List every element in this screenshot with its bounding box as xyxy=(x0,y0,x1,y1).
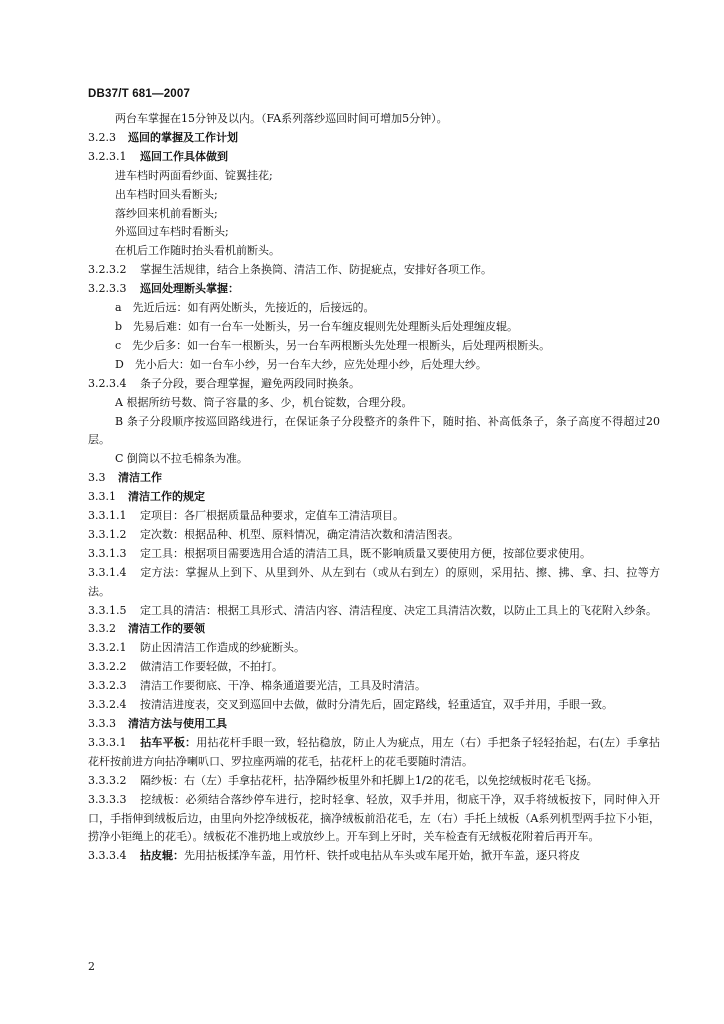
clause-lead: 拈车平板： xyxy=(140,735,197,749)
section-number: 3.2.3.3 xyxy=(88,282,127,296)
clause-text: 先用拈板揉净车盖，用竹杆、铁扦或电拈从车头或车尾开始，掀开车盖，逐只将皮 xyxy=(184,849,580,863)
clause-number: 3.2.3.2 xyxy=(88,263,127,277)
section-heading xyxy=(88,715,660,734)
clause-number: 3.3.2.4 xyxy=(88,698,127,712)
clause-number: 3.2.3.4 xyxy=(88,376,127,390)
clause xyxy=(88,545,660,564)
clause xyxy=(88,772,660,791)
clause xyxy=(88,658,660,677)
text-line: 出车档时回头看断头; xyxy=(115,187,218,201)
section-heading xyxy=(88,148,660,167)
section-number: 3.3.3 xyxy=(88,717,116,730)
text-line: 在机后工作随时抬头看机前断头。 xyxy=(115,244,280,258)
clause-text: 做清洁工作要轻做，不拍打。 xyxy=(140,660,283,674)
clause-number: 3.3.3.3 xyxy=(88,792,127,806)
text-line: 进车档时两面看纱面、锭翼挂花; xyxy=(115,168,273,182)
clause xyxy=(88,261,660,280)
section-title: 清洁工作的要领 xyxy=(128,622,205,636)
section-title: 巡回工作具体做到 xyxy=(140,149,228,163)
section-number: 3.3.2 xyxy=(88,622,116,636)
text-line: 外巡回过车档时看断头; xyxy=(115,225,229,239)
list-item: a 先近后远：如有两处断头，先接近的，后接远的。 xyxy=(115,301,375,315)
clause-number: 3.3.3.1 xyxy=(88,735,127,749)
clause xyxy=(88,564,660,602)
document-body xyxy=(88,110,660,866)
clause xyxy=(88,734,660,772)
clause xyxy=(88,375,660,394)
list-item: D 先小后大：如一台车小纱，另一台车大纱，应先处理小纱，后处理大纱。 xyxy=(115,357,487,371)
section-heading xyxy=(88,488,660,507)
list-item: B 条子分段顺序按巡回路线进行，在保证条子分段整齐的条件下，随时掐、补高低条子，条子高度不得超过20层。 xyxy=(88,414,660,447)
clause-number: 3.3.1.3 xyxy=(88,546,127,560)
clause-number: 3.3.1.1 xyxy=(88,509,127,523)
clause xyxy=(88,696,660,715)
section-title: 巡回处理断头掌握： xyxy=(140,282,239,296)
text-line: 落纱回来机前看断头; xyxy=(115,206,218,220)
list-item: b 先易后难：如有一台车一处断头，另一台车缠皮辊则先处理断头后处理缠皮辊。 xyxy=(115,319,519,333)
list-item: C 倒筒以不拉毛棉条为准。 xyxy=(115,452,248,466)
section-heading xyxy=(88,469,660,488)
clause-number: 3.3.1.4 xyxy=(88,565,127,579)
section-heading xyxy=(88,129,660,148)
clause-text: 条子分段，要合理掌握，避免两段同时换条。 xyxy=(140,376,360,390)
clause xyxy=(88,639,660,658)
section-number: 3.2.3.1 xyxy=(88,149,127,163)
clause-text: 定次数：根据品种、机型、原料情况，确定清洁次数和清洁图表。 xyxy=(140,527,459,541)
clause-number: 3.3.2.2 xyxy=(88,660,127,674)
clause xyxy=(88,791,660,848)
section-number: 3.2.3 xyxy=(88,130,116,144)
section-title: 巡回的掌握及工作计划 xyxy=(128,130,238,144)
standard-code-header: DB37/T 681—2007 xyxy=(88,88,191,100)
page-number: 2 xyxy=(88,960,95,973)
list-item: c 先少后多：如一台车一根断头，另一台车两根断头先处理一根断头，后处理两根断头。 xyxy=(115,338,551,352)
clause-number: 3.3.2.1 xyxy=(88,641,127,655)
clause-number: 3.3.1.5 xyxy=(88,603,127,617)
section-heading xyxy=(88,620,660,639)
clause-lead: 拈皮辊： xyxy=(140,849,184,863)
clause-text: 挖绒板：必须结合落纱停车进行，挖时轻拿、轻放，双手并用，彻底干净，双手将绒板按下，同时伸入开口，手指伸到绒板后边，由里向外挖净绒板花，摘净绒板前沿花毛，左（右）手托上绒板（A系列机型两手拉下小钜，捞净小钜绳上的花毛）。绒板花不准扔地上或放纱上。开车到上牙时，关车检查有无绒板花附着后再开车。 xyxy=(88,792,660,844)
clause-text: 按清洁进度表，交叉到巡回中去做，做时分清先后，固定路线，轻重适宜，双手并用，手眼一致。 xyxy=(140,698,613,712)
clause-text: 定工具：根据项目需要选用合适的清洁工具，既不影响质量又要使用方便，按部位要求使用。 xyxy=(140,546,591,560)
clause xyxy=(88,677,660,696)
clause-text: 定工具的清洁：根据工具形式、清洁内容、清洁程度、决定工具清洁次数，以防止工具上的飞花附入纱条。 xyxy=(140,603,657,617)
clause-number: 3.3.2.3 xyxy=(88,679,127,693)
clause xyxy=(88,602,660,621)
clause-number: 3.3.3.2 xyxy=(88,773,127,787)
clause-text: 定项目：各厂根据质量品种要求，定值车工清洁项目。 xyxy=(140,509,404,523)
section-title: 清洁工作 xyxy=(118,471,162,485)
section-heading xyxy=(88,280,660,299)
clause xyxy=(88,847,660,866)
clause xyxy=(88,507,660,526)
clause-text: 防止因清洁工作造成的纱疵断头。 xyxy=(140,641,305,655)
section-title: 清洁工作的规定 xyxy=(128,490,205,504)
section-title: 清洁方法与使用工具 xyxy=(128,717,227,730)
clause-text: 清洁工作要彻底、干净、棉条通道要光洁，工具及时清洁。 xyxy=(140,679,426,693)
clause-text: 用拈花杆手眼一致，轻拈稳放，防止人为疵点，用左（右）手把条子轻轻抬起，右(左）手拿拈花杆按前进方向拈净喇叭口、罗拉座两端的花毛，拈花杆上的花毛要随时清洁。 xyxy=(88,735,661,768)
text-line: 两台车掌握在15分钟及以内。（FA系列落纱巡回时间可增加5分钟）。 xyxy=(115,112,448,125)
list-item: A 根据所纺号数、筒子容量的多、少，机台锭数，合理分段。 xyxy=(115,395,413,409)
clause xyxy=(88,526,660,545)
clause-text: 隔纱板：右（左）手拿拈花杆，拈净隔纱板里外和托脚上1/2的花毛，以免挖绒板时花毛飞扬。 xyxy=(140,773,598,787)
clause-number: 3.3.1.2 xyxy=(88,527,127,541)
section-number: 3.3.1 xyxy=(88,490,116,504)
clause-text: 掌握生活规律，结合上条换筒、清洁工作、防捉疵点，安排好各项工作。 xyxy=(140,263,492,277)
section-number: 3.3 xyxy=(88,471,106,485)
clause-text: 定方法：掌握从上到下、从里到外、从左到右（或从右到左）的原则，采用拈、擦、拂、拿、扫、拉等方法。 xyxy=(88,565,660,598)
clause-number: 3.3.3.4 xyxy=(88,849,127,863)
